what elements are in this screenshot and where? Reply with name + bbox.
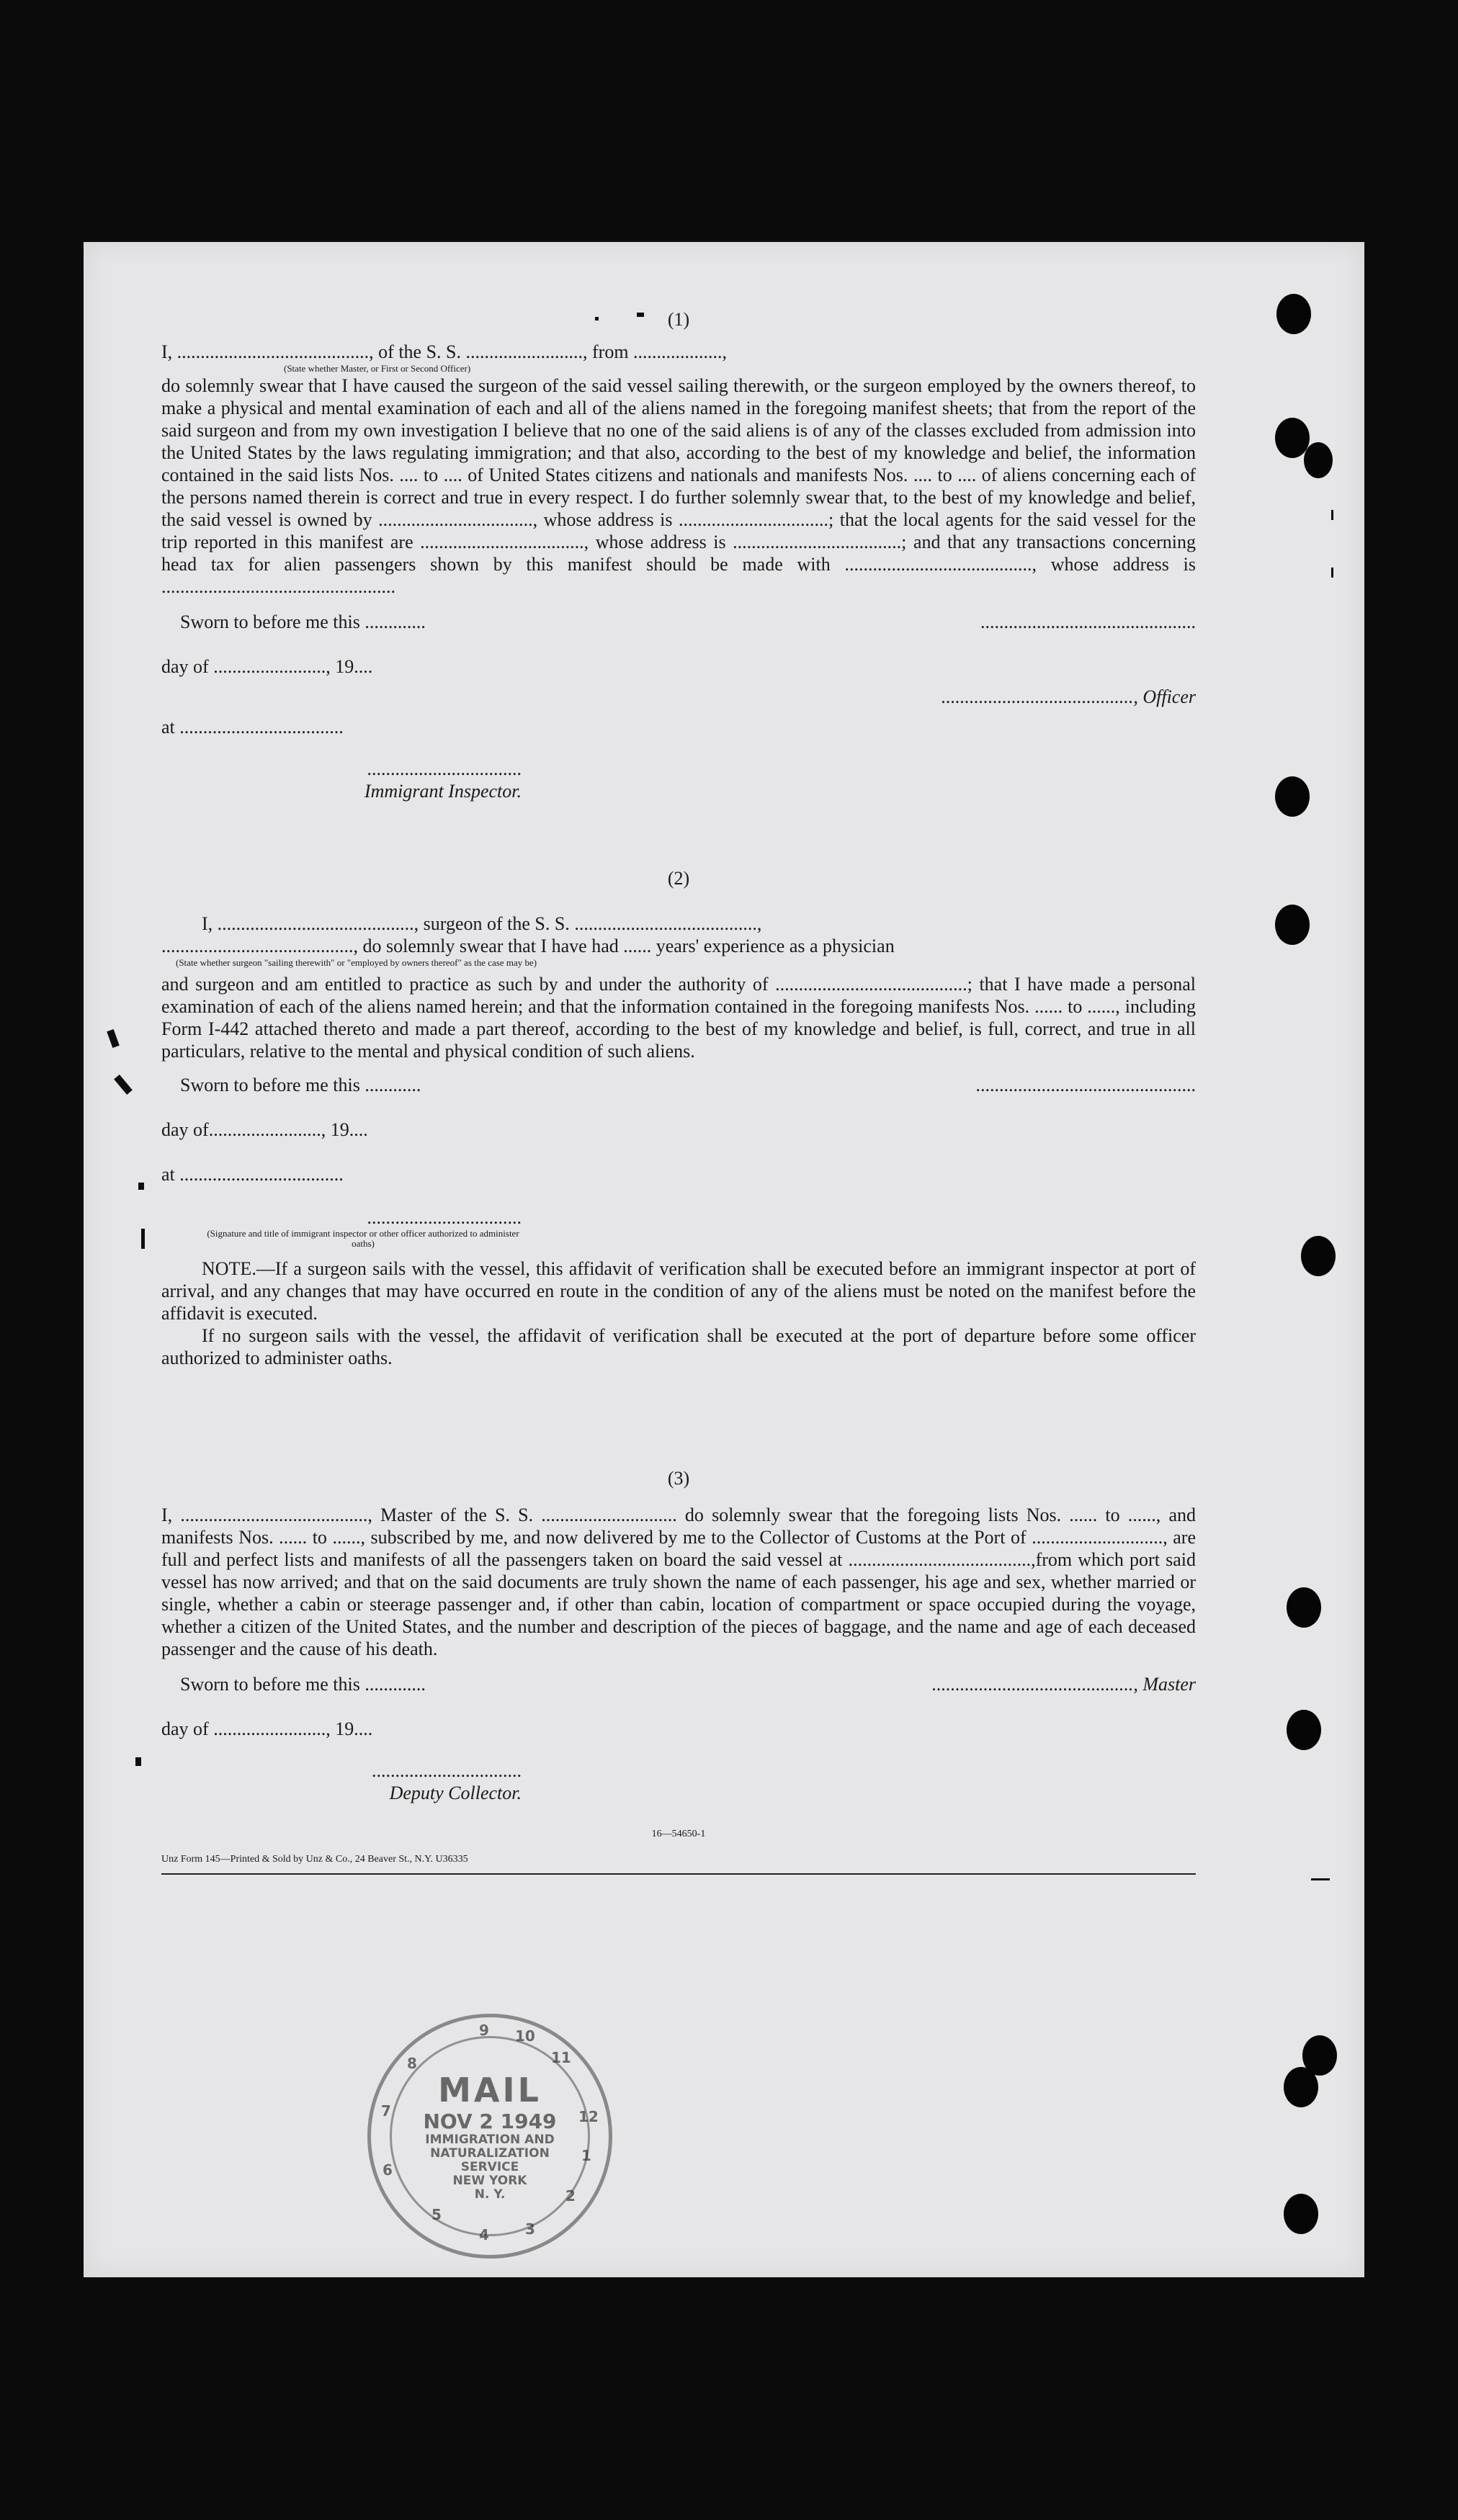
punch-hole [1287,1587,1321,1628]
section-3-sworn: Sworn to before me this ............. [180,1674,426,1695]
margin-mark [135,1757,141,1766]
section-1-officer: ........................................., Officer [941,686,1196,707]
stamp-ring-number: 6 [383,2161,393,2179]
section-1-state-note: (State whether Master, or First or Second Officer) [284,363,471,374]
stamp-mail-word: MAIL [438,2071,542,2109]
section-3-day: day of ........................, 19.... [161,1718,373,1739]
section-number: (1) [667,309,690,330]
section-2-day: day of........................, 19.... [161,1119,368,1140]
section-1-at: at ................................... [161,717,344,737]
section-2-note-2: If no surgeon sails with the vessel, the affidavit of verification shall be executed at the port of departure before some officer authorized to administer oaths. [161,1325,1196,1368]
punch-hole [1284,2067,1318,2107]
stamp-ring-number: 11 [551,2049,571,2066]
section-1-first-line: I, ........................................., of the S. S. ........................., from ..................., [161,341,728,362]
section-1-day: day of ........................, 19.... [161,656,373,677]
section-3-master: ..........................................., Master [931,1674,1196,1695]
stamp-state: N. Y. [474,2187,506,2202]
section-2-at: at ................................... [161,1164,344,1185]
affidavit-text [161,302,1196,1875]
stamp-date: NOV 2 1949 [423,2109,557,2133]
section-1-body: do solemnly swear that I have caused the surgeon of the said vessel sailing therewith, or the surgeon employed by the owners thereof, to make a physical and mental examination of each and all of the aliens named in the foregoing manifest sheets; that from the report of the said surgeon and from my own investigation I believe that no one of the said aliens is of any of the classes excluded from admission into the United States by the laws regulating immigration; and that also, according to the best of my knowledge and belief, the information contained in the said lists Nos. .... to .... of United States citizens and nationals and manifests Nos. .... to .... of aliens concerning each of the persons named therein is correct and true in every respect. I do further solemnly swear that, to the best of my knowledge and belief, the said vessel is owned by ................................., whose address is ................................; that the local agents for the said vessel for the trip reported in this manifest are ..................................., whose address is ....................................; and that any transactions concerning head tax for alien passengers shown by this manifest should be made with ........................................, whose address is .................................................. [161,375,1196,597]
section-2-state-note: (State whether surgeon "sailing therewith" or "employed by owners thereof" as the case may be) [176,957,537,968]
section-number: (2) [667,868,690,889]
punch-hole [1301,1236,1336,1276]
section-number: (3) [667,1468,690,1489]
section-3-body: I, ........................................, Master of the S. S. ............................. do solemnly swear that the foregoing lists Nos. ...... to ......, and manifests Nos. ...... to ......, subscribed by me, and now delivered by me to the Collector of Customs at the Port of ............................, are full and perfect lists and manifests of all the passengers taken on board the said vessel at .......................................,from which port said vessel has now arrived; and that on the said documents are truly shown the name of each passenger, his age and sex, whether married or single, whether a cabin or steerage passenger and, if other than cabin, location of compartment or space occupied during the voyage, whether a citizen of the United States, and the number and description of the pieces of baggage, and the name and age of each deceased passenger and the cause of his death. [161,1505,1196,1659]
section-3-collector-title: Deputy Collector. [389,1783,522,1803]
margin-mark [138,1183,144,1190]
stamp-ring-number: 3 [525,2220,535,2238]
form-code: 16—54650-1 [651,1829,706,1839]
section-1-sworn: Sworn to before me this ............. [180,611,426,632]
mail-postmark-stamp [367,2014,612,2259]
section-1-signature-dots: .............................................. [980,611,1196,632]
stamp-ring-number: 9 [479,2022,489,2039]
stamp-ring-number: 7 [381,2102,391,2120]
form-printer-line: Unz Form 145—Printed & Sold by Unz & Co., 24 Beaver St., N.Y. U36335 [161,1854,468,1865]
margin-mark [1331,568,1333,578]
section-2-second-line: ........................................., do solemnly swear that I have had ...... years' experience as a physician [161,936,895,956]
punch-hole [1287,1710,1321,1750]
section-1-inspector-dots: ................................. [367,758,522,779]
section-2-first-line: I, .........................................., surgeon of the S. S. ......................................., [202,913,762,934]
section-3-collector-dots: ................................ [372,1760,522,1781]
stamp-ring-number: 5 [431,2206,442,2223]
punch-hole [1284,2194,1318,2234]
punch-hole [1276,294,1311,334]
stamp-ring-number: 12 [578,2108,599,2125]
section-2-inspector-dots: ................................. [367,1207,522,1228]
stamp-city: NEW YORK [452,2174,527,2188]
stamp-ring-number: 8 [407,2055,417,2072]
section-2-sworn: Sworn to before me this ............ [180,1075,421,1095]
stamp-ring-number: 2 [565,2187,576,2205]
stamp-agency: IMMIGRATION AND NATURALIZATION SERVICE [425,2133,555,2174]
margin-mark [141,1229,145,1249]
punch-hole [1304,442,1333,478]
section-2-signature-note: (Signature and title of immigrant inspector or other officer authorized to administer oaths) [207,1228,519,1249]
stamp-ring-number: 4 [479,2226,489,2243]
section-2-body: and surgeon and am entitled to practice as such by and under the authority of .........................................; that I have made a personal examination of each of the aliens named herein; and that the information contained in the foregoing manifests Nos. ...... to ......, including Form I-442 attached thereto and made a part thereof, according to the best of my knowledge and belief, is full, correct, and true in all particulars, relative to the mental and physical condition of such aliens. [161,974,1196,1062]
section-1-inspector-title: Immigrant Inspector. [364,781,522,802]
punch-hole [1275,418,1310,458]
punch-hole [1275,905,1310,945]
stamp-ring-number: 10 [515,2027,535,2045]
section-2-note: NOTE.—If a surgeon sails with the vessel, this affidavit of verification shall be executed before an immigrant inspector at port of arrival, and any changes that may have occurred en route in the condition of any of the aliens must be noted on the manifest before the affidavit is executed. [161,1258,1196,1324]
punch-hole [1275,776,1310,817]
margin-mark [1331,510,1333,520]
section-2-signature-dots: ............................................... [975,1075,1196,1095]
margin-mark [1311,1878,1330,1880]
stamp-ring-number: 1 [581,2147,591,2164]
